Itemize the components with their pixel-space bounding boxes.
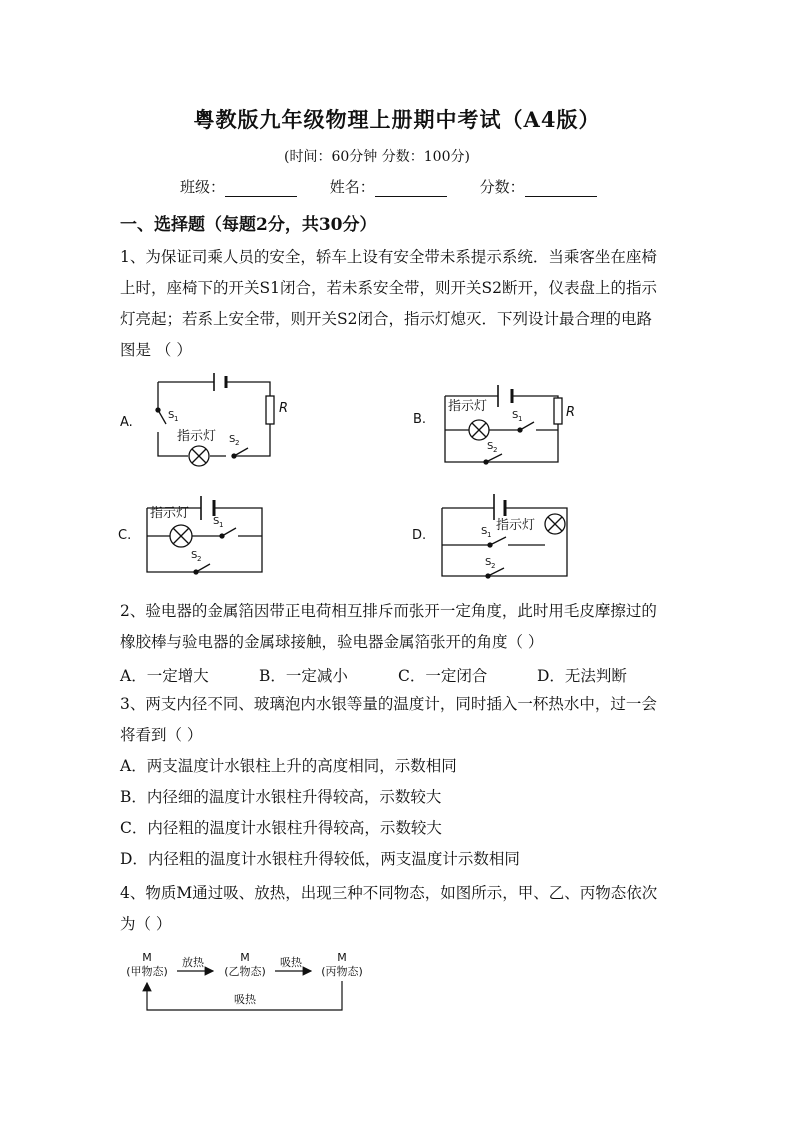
q2-option-a[interactable]: A．一定增大: [120, 667, 209, 685]
s2-sub: 2: [197, 555, 202, 563]
q4-line: 为（ ）: [120, 915, 172, 933]
s2-label: S: [487, 441, 494, 452]
q2-line: 2、验电器的金属箔因带正电荷相互排斥而张开一定角度，此时用毛皮摩擦过的: [120, 602, 657, 620]
q2-option-c[interactable]: C．一定闭合: [398, 667, 488, 685]
state-bing: (丙物态): [321, 965, 363, 978]
q3-option-b[interactable]: B．内径细的温度计水银柱升得较高，示数较大: [120, 788, 442, 806]
page-title: 粤教版九年级物理上册期中考试（A4版）: [193, 107, 601, 132]
state-yi: (乙物态): [224, 965, 266, 978]
lamp-label: 指示灯: [448, 399, 488, 414]
q3-line: 3、两支内径不同、玻璃泡内水银等量的温度计，同时插入一杯热水中，过一会: [120, 695, 657, 713]
s1-sub: 1: [487, 531, 492, 539]
m-label: M: [142, 951, 152, 964]
circuit-b: [445, 385, 562, 464]
m-label: M: [337, 951, 347, 964]
option-d-label: D.: [412, 528, 427, 543]
s2-sub: 2: [493, 446, 498, 454]
question-2: [120, 596, 680, 658]
q1-line: 上时，座椅下的开关S1闭合，若未系安全带，则开关S2断开，仪表盘上的指示: [120, 279, 657, 297]
circuit-d: [442, 494, 567, 578]
option-a-label: A.: [120, 415, 133, 430]
lamp-label: 指示灯: [496, 518, 536, 533]
s2-label: S: [191, 550, 198, 561]
q2-line: 橡胶棒与验电器的金属球接触，验电器金属箔张开的角度（ ）: [120, 633, 544, 651]
question-4: [120, 878, 680, 940]
state-jia: (甲物态): [126, 965, 168, 978]
q1-line: 灯亮起；若系上安全带，则开关S2闭合，指示灯熄灭．下列设计最合理的电路: [120, 310, 652, 328]
s1-label: S: [512, 410, 519, 421]
arrow-label-xire: 吸热: [280, 956, 302, 969]
q3-line: 将看到（ ）: [120, 726, 203, 744]
lamp-label: 指示灯: [150, 506, 190, 521]
q2-options: [120, 664, 676, 686]
q3-option-d[interactable]: D．内径粗的温度计水银柱升得较低，两支温度计示数相同: [120, 850, 520, 868]
section-heading: 一、选择题（每题2分，共30分）: [120, 215, 377, 235]
resistor-label: R: [279, 401, 289, 416]
name-label: 姓名：: [329, 178, 375, 196]
score-label: 分数：: [479, 178, 525, 196]
s2-sub: 2: [491, 562, 496, 570]
s2-label: S: [229, 434, 236, 445]
option-b-label: B.: [413, 412, 427, 427]
arrow-label-xire-back: 吸热: [234, 993, 256, 1006]
state-change-diagram: [110, 945, 410, 1020]
exam-info: (时间：60分钟 分数：100分): [284, 149, 470, 165]
q2-option-b[interactable]: B．一定减小: [259, 667, 348, 685]
m-label: M: [240, 951, 250, 964]
lamp-label: 指示灯: [177, 429, 217, 444]
q1-line: 1、为保证司乘人员的安全，轿车上设有安全带未系提示系统．当乘客坐在座椅: [120, 248, 657, 266]
s2-sub: 2: [235, 439, 240, 447]
option-c-label: C.: [118, 528, 132, 543]
s1-label: S: [481, 526, 488, 537]
s1-sub: 1: [174, 415, 179, 423]
s2-label: S: [485, 557, 492, 568]
s1-sub: 1: [518, 415, 523, 423]
q2-option-d[interactable]: D．无法判断: [537, 667, 627, 685]
s1-label: S: [168, 410, 175, 421]
resistor-label: R: [566, 405, 576, 420]
q3-option-c[interactable]: C．内径粗的温度计水银柱升得较高，示数较大: [120, 819, 442, 837]
s1-sub: 1: [219, 521, 224, 529]
arrow-label-fangre: 放热: [182, 956, 204, 969]
q4-line: 4、物质M通过吸、放热，出现三种不同物态，如图所示，甲、乙、丙物态依次: [120, 884, 658, 902]
s1-label: S: [213, 516, 220, 527]
q3-option-a[interactable]: A．两支温度计水银柱上升的高度相同，示数相同: [120, 757, 457, 775]
class-label: 班级：: [180, 178, 226, 196]
q1-line: 图是 （ ）: [120, 341, 192, 359]
question-3: [120, 689, 680, 875]
